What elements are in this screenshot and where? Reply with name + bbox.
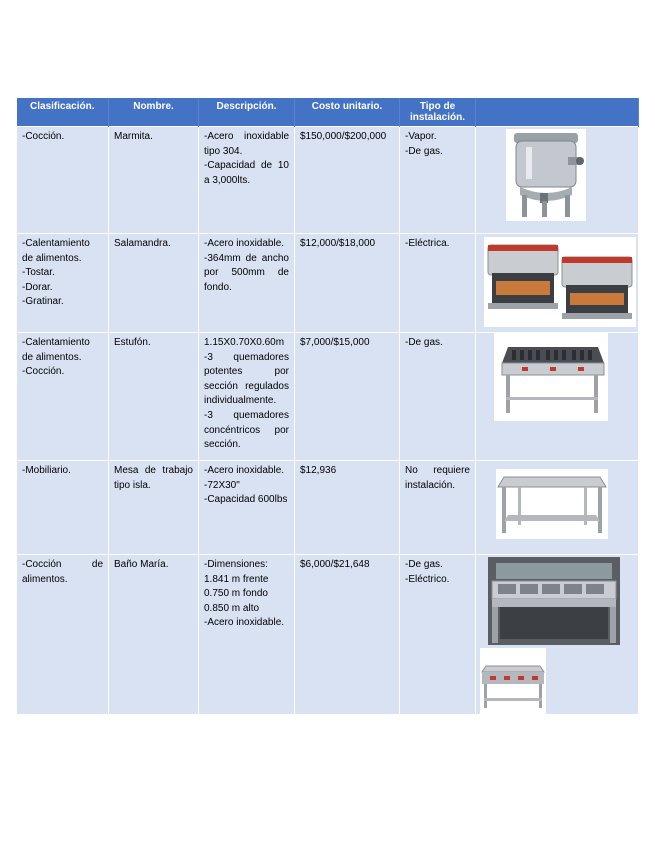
cell-line: -Eléctrica. [405,238,450,249]
cell-line: -3 quemadores concéntricos por sección. [204,409,289,451]
cell-line: -De gas. [405,337,443,348]
cell-line: -De gas. [405,145,443,157]
bain-marie-icon [488,557,620,645]
cell-line: -De gas. [405,559,443,570]
salamander-broiler-icon [484,237,636,327]
cell-descripcion [199,555,295,715]
cell-line: Baño María. [114,559,169,570]
cell-line: -72X30" [204,479,240,491]
cell-costo: $12,000/$18,000 [295,234,400,333]
cell-instalacion [400,555,476,715]
cell-image [476,333,639,461]
cell-line: -Dimensiones: [204,559,268,570]
cell-line: -Acero inoxidable. [204,238,285,249]
cell-line: -Cocción. [22,131,65,142]
table-row [17,333,639,461]
cell-line: -Acero inoxidable tipo 304. [204,131,289,157]
table-row [17,234,639,333]
cell-image [476,127,639,234]
cell-nombre [109,461,199,555]
cell-line: 0.850 m alto [204,602,260,614]
cell-line: -Calentamiento de alimentos. [22,238,90,264]
cell-descripcion [199,333,295,461]
cell-nombre [109,127,199,234]
table-row [17,461,639,555]
cell-line: -Acero inoxidable. [204,465,285,476]
stove-icon [494,333,608,421]
cell-clasificacion [17,333,109,461]
cell-line: -Calentamiento de alimentos. [22,337,90,363]
cell-clasificacion [17,127,109,234]
cell-line: -Capacidad 600lbs [204,494,288,506]
cell-line: -Cocción. [22,366,65,378]
cell-line: -Vapor. [405,131,437,142]
header-instalacion: Tipo de instalación. [400,98,476,127]
cell-clasificacion [17,234,109,333]
header-nombre: Nombre. [109,98,199,127]
cell-line: -364mm de ancho por 500mm de fondo. [204,252,289,293]
cell-line: -Cocción de alimentos. [22,559,103,585]
cell-line: -Capacidad de 10 a 3,000lts. [204,160,289,186]
cell-nombre [109,234,199,333]
cell-nombre [109,333,199,461]
cell-line: -Eléctrico. [405,573,450,585]
cell-line: 1.841 m frente [204,573,269,585]
table-row [17,127,639,234]
cell-costo: $12,936 [295,461,400,555]
equipment-table-wrapper [16,98,638,715]
cell-line: 0.750 m fondo [204,588,268,600]
header-row [17,98,639,127]
header-clasificacion: Clasificación. [17,98,109,127]
cell-line: Estufón. [114,337,151,348]
cell-descripcion [199,234,295,333]
bain-marie-icon [480,648,546,714]
cell-instalacion [400,234,476,333]
work-table-icon [496,469,608,539]
cell-descripcion [199,461,295,555]
cell-instalacion [400,127,476,234]
cell-costo: $7,000/$15,000 [295,333,400,461]
cell-line: -Tostar. [22,267,55,279]
cell-line: 1.15X0.70X0.60m [204,337,285,348]
cell-line: No requiere instalación. [405,465,470,491]
cell-image [476,234,639,333]
cell-line: Salamandra. [114,238,171,249]
cell-costo: $150,000/$200,000 [295,127,400,234]
cell-line: -Acero inoxidable. [204,617,285,629]
cell-line: Marmita. [114,131,153,142]
cell-nombre [109,555,199,715]
steam-kettle-icon [506,129,586,221]
header-image [476,98,639,127]
header-descripcion: Descripción. [199,98,295,127]
cell-instalacion [400,461,476,555]
cell-clasificacion [17,461,109,555]
cell-clasificacion [17,555,109,715]
cell-line: -Mobiliario. [22,465,71,476]
cell-costo: $6,000/$21,648 [295,555,400,715]
table-row [17,555,639,715]
cell-image [476,555,639,715]
equipment-table [16,98,639,715]
cell-line: -Gratinar. [22,296,64,308]
cell-line: -3 quemadores potentes por sección regulados individualmente. [204,351,289,407]
cell-image [476,461,639,555]
cell-line: -Dorar. [22,281,53,293]
cell-descripcion [199,127,295,234]
header-costo: Costo unitario. [295,98,400,127]
cell-line: Mesa de trabajo tipo isla. [114,465,193,491]
cell-instalacion [400,333,476,461]
